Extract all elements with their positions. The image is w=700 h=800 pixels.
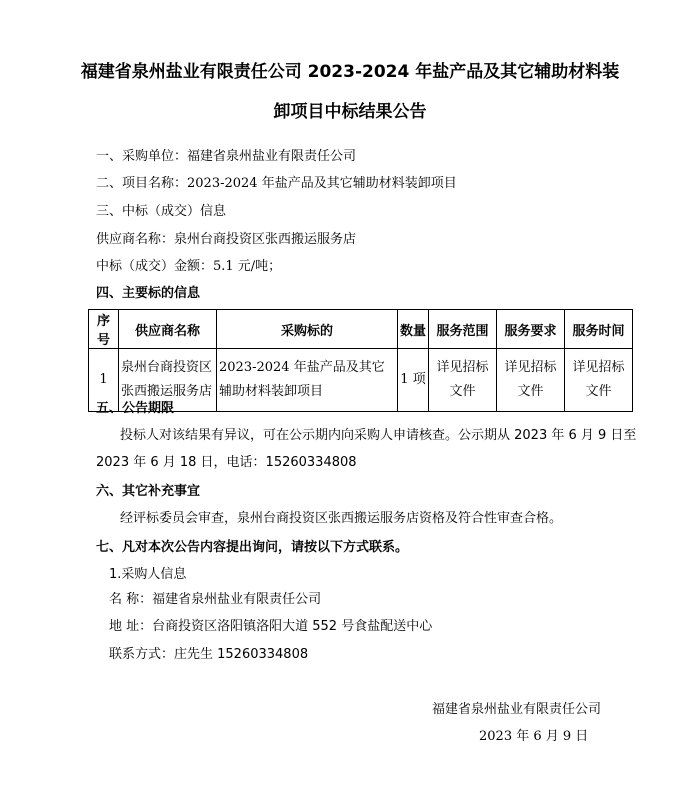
inquiry-heading: 七、凡对本次公告内容提出询问，请按以下方式联系。 [96, 540, 409, 555]
notice-period-text2: 2023 年 6 月 18 日，电话：15260334808 [96, 455, 357, 470]
notice-period-heading: 五、公告期限 [96, 401, 175, 416]
purchaser-name: 名 称：福建省泉州盐业有限责任公司 [109, 592, 322, 607]
col-header-scope: 服务范围 [429, 310, 497, 349]
col-header-index: 序号 [89, 310, 119, 349]
award-amount: 中标（成交）金额：5.1 元/吨； [96, 259, 282, 274]
award-info-heading: 三、中标（成交）信息 [96, 204, 227, 219]
cell-item: 2023-2024 年盐产品及其它辅助材料装卸项目 [217, 349, 398, 412]
cell-requirement: 详见招标文件 [497, 349, 565, 412]
other-matters-text: 经评标委员会审查，泉州台商投资区张西搬运服务店资格及符合性审查合格。 [120, 511, 563, 526]
signature-org: 福建省泉州盐业有限责任公司 [432, 702, 602, 717]
notice-title-line1: 福建省泉州盐业有限责任公司 2023-2024 年盐产品及其它辅助材料装 [80, 62, 620, 82]
col-header-quantity: 数量 [398, 310, 429, 349]
col-header-time: 服务时间 [565, 310, 633, 349]
project-name: 二、项目名称：2023-2024 年盐产品及其它辅助材料装卸项目 [96, 176, 457, 191]
signature-date: 2023 年 6 月 9 日 [479, 729, 589, 744]
purchaser-contact: 联系方式：庄先生 15260334808 [109, 647, 309, 662]
cell-index: 1 [89, 349, 119, 412]
cell-supplier: 泉州台商投资区张西搬运服务店 [119, 349, 217, 412]
col-header-supplier: 供应商名称 [119, 310, 217, 349]
col-header-item: 采购标的 [217, 310, 398, 349]
table-header-row [89, 310, 633, 349]
purchaser-info-heading: 1.采购人信息 [109, 567, 187, 582]
notice-title-line2: 卸项目中标结果公告 [273, 102, 427, 122]
cell-scope: 详见招标文件 [429, 349, 497, 412]
purchaser-address: 地 址：台商投资区洛阳镇洛阳大道 552 号食盐配送中心 [109, 619, 433, 634]
award-table [88, 309, 633, 412]
other-matters-heading: 六、其它补充事宜 [96, 484, 201, 499]
main-items-heading: 四、主要标的信息 [96, 286, 201, 301]
notice-period-text1: 投标人对该结果有异议，可在公示期内向采购人申请核查。公示期从 2023 年 6 月 9 日至 [120, 428, 637, 443]
cell-time: 详见招标文件 [565, 349, 633, 412]
cell-quantity: 1 项 [398, 349, 429, 412]
col-header-requirement: 服务要求 [497, 310, 565, 349]
supplier-name: 供应商名称：泉州台商投资区张西搬运服务店 [96, 232, 357, 247]
purchaser-unit: 一、采购单位：福建省泉州盐业有限责任公司 [96, 149, 357, 164]
